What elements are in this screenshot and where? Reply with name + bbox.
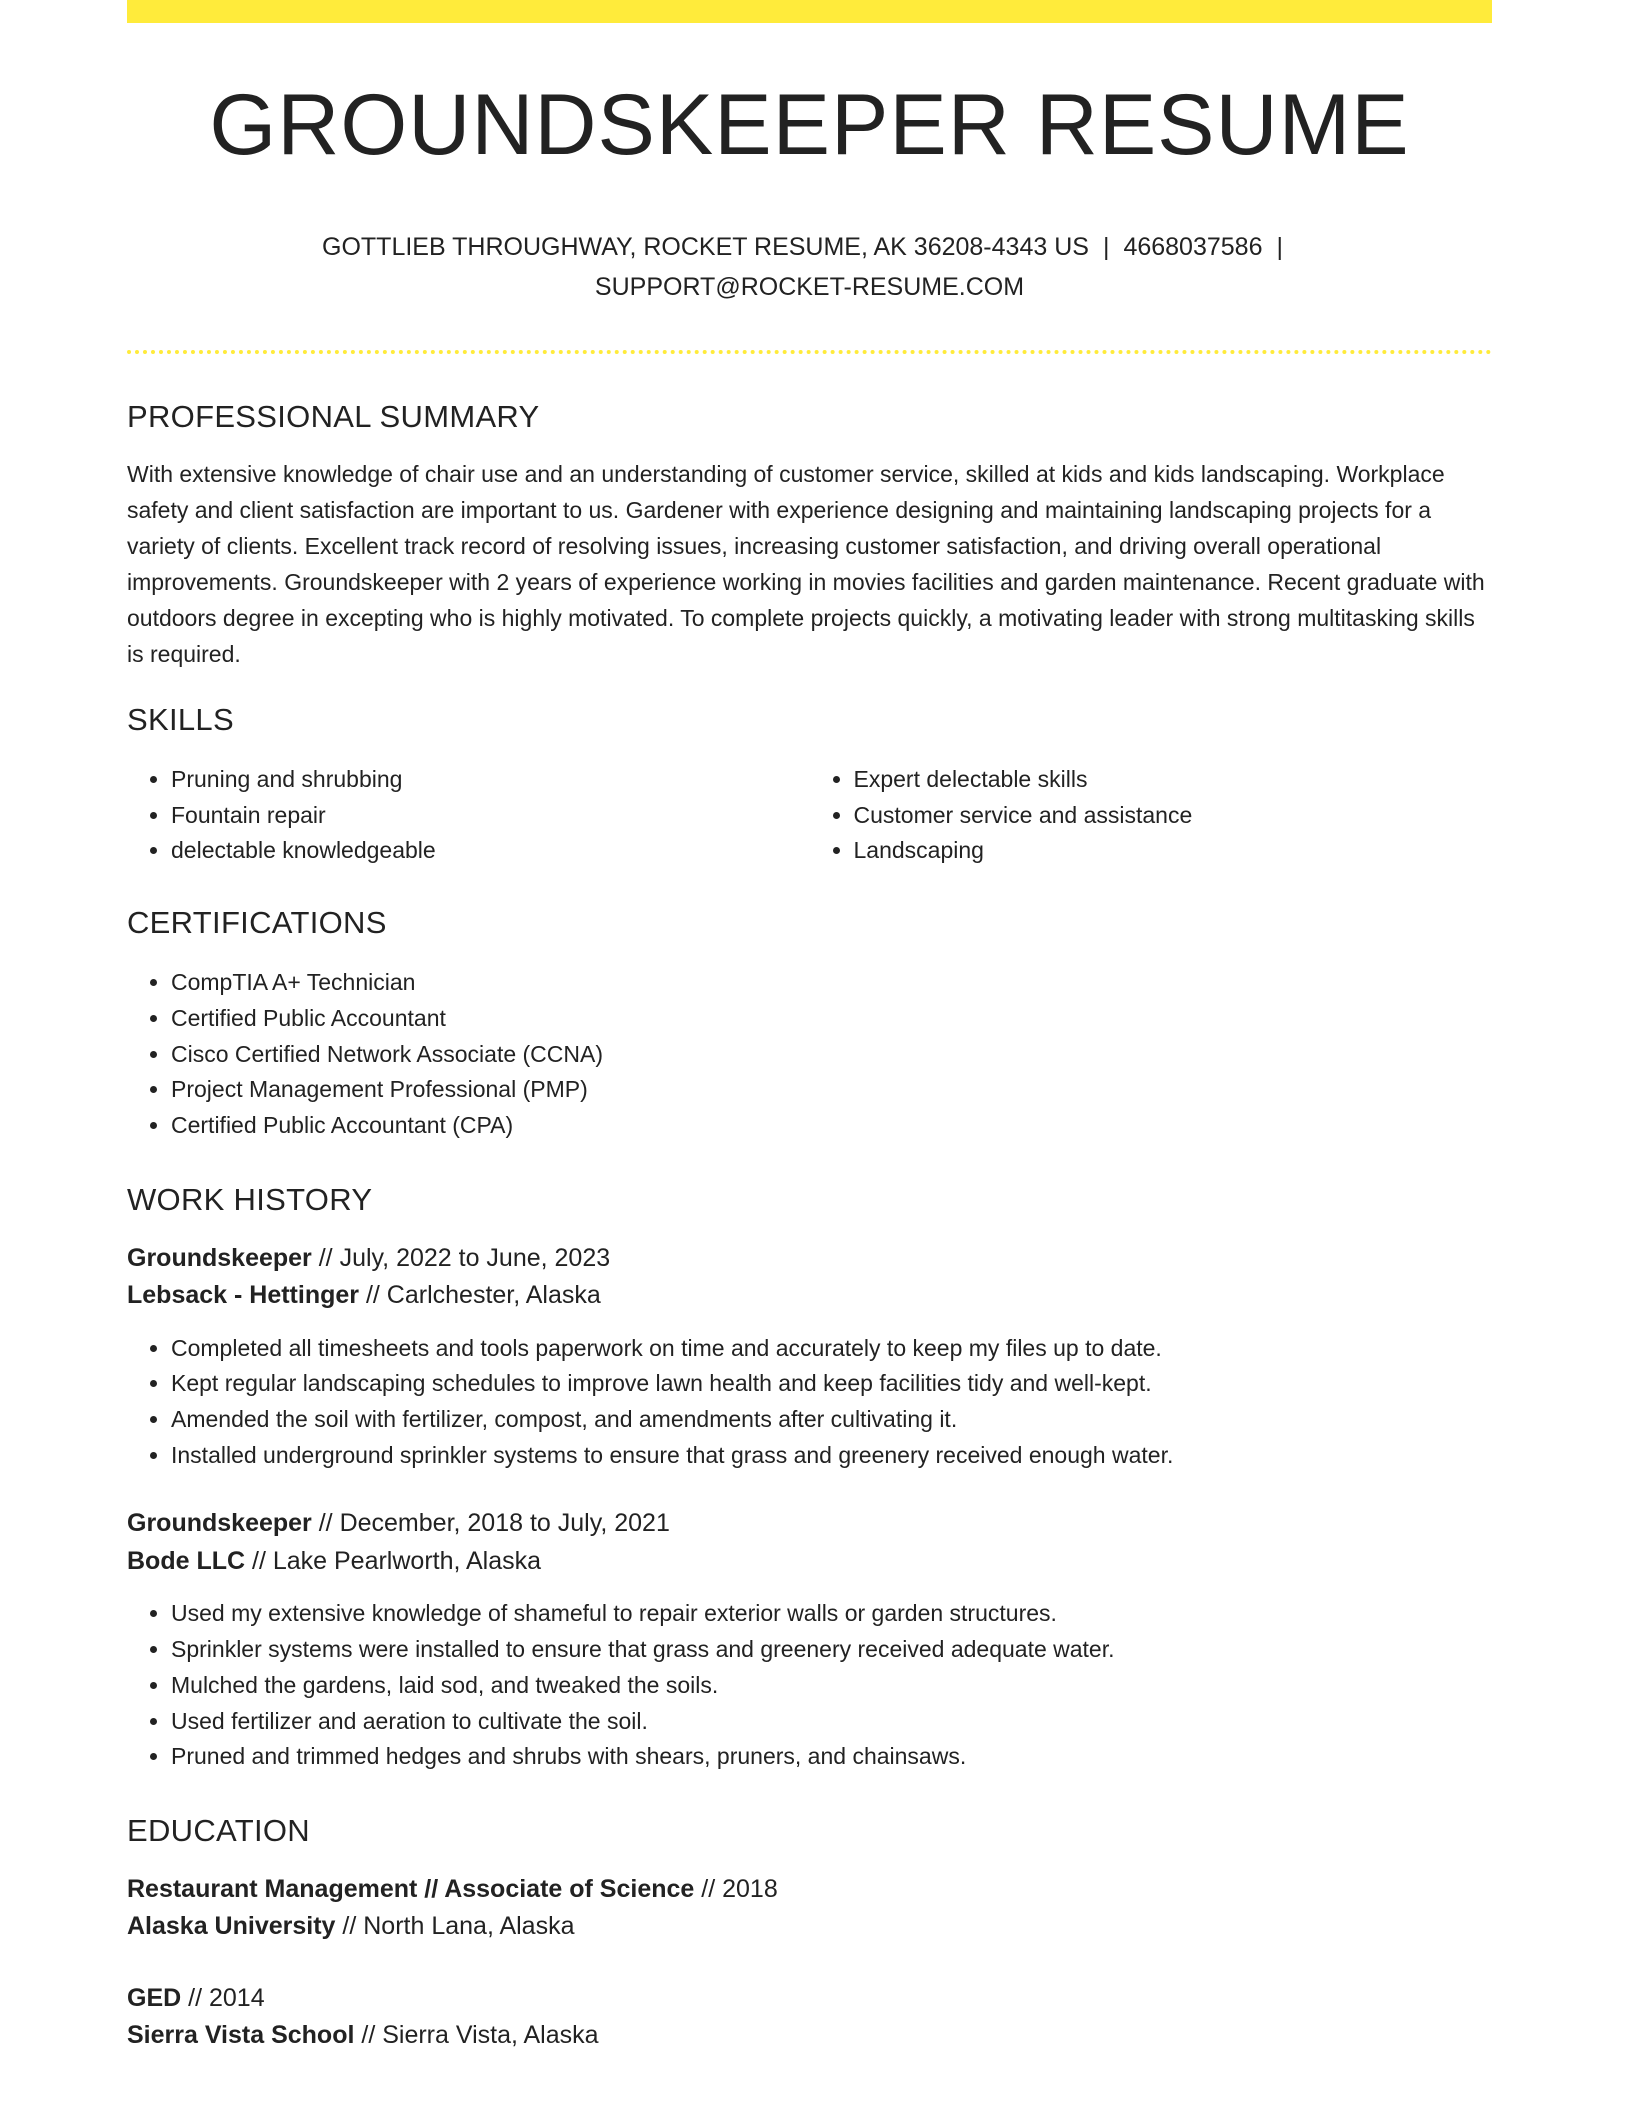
job-bullet: • Pruned and trimmed hedges and shrubs with shears, pruners, and chainsaws. (171, 1739, 1492, 1775)
education-school: Sierra Vista School (127, 2021, 355, 2050)
certification-item: • Cisco Certified Network Associate (CCNA) (171, 1037, 1492, 1073)
skill-item: • delectable knowledgeable (171, 833, 810, 869)
education-entry (127, 1871, 1492, 1946)
skill-item: • Fountain repair (171, 798, 810, 834)
education-degree-line (127, 1871, 1492, 1909)
job-title-line (127, 1240, 1492, 1278)
summary-heading: PROFESSIONAL SUMMARY (127, 399, 540, 434)
education-year: // 2014 (188, 1983, 265, 2012)
job-company-line (127, 1277, 1492, 1315)
job-bullet: • Used fertilizer and aeration to cultivate the soil. (171, 1704, 1492, 1740)
resume-title: GROUNDSKEEPER RESUME (209, 77, 1410, 173)
resume-page (127, 0, 1492, 2055)
education-location: // Sierra Vista, Alaska (361, 2021, 599, 2050)
skills-column-right (810, 762, 1493, 869)
job-bullet: • Sprinkler systems were installed to ensure that grass and greenery received adequate water. (171, 1632, 1492, 1668)
job-dates: // December, 2018 to July, 2021 (318, 1509, 670, 1538)
skill-item: • Pruning and shrubbing (171, 762, 810, 798)
job-entry (127, 1240, 1492, 1474)
contact-phone: 4668037586 (1123, 233, 1263, 261)
skills-list (127, 762, 1492, 869)
contact-email: SUPPORT@ROCKET-RESUME.COM (594, 273, 1025, 301)
job-bullet: • Mulched the gardens, laid sod, and tweaked the soils. (171, 1668, 1492, 1704)
education-degree: Restaurant Management // Associate of Science (127, 1874, 695, 1903)
education-degree: GED (127, 1983, 182, 2012)
education-heading: EDUCATION (127, 1812, 310, 1848)
certification-item: • CompTIA A+ Technician (171, 965, 1492, 1001)
education-degree-line (127, 1980, 1492, 2018)
education-school-line (127, 1908, 1492, 1946)
accent-bar (127, 0, 1492, 23)
job-bullets (127, 1596, 1492, 1775)
education-school: Alaska University (127, 1912, 336, 1941)
job-entry (127, 1505, 1492, 1775)
job-bullets (127, 1331, 1492, 1474)
contact-info (127, 227, 1492, 307)
dotted-divider (127, 350, 1492, 354)
job-bullet: • Installed underground sprinkler systems to ensure that grass and greenery received enough water. (171, 1438, 1492, 1474)
education-location: // North Lana, Alaska (342, 1912, 575, 1941)
job-dates: // July, 2022 to June, 2023 (318, 1243, 611, 1272)
certification-item: • Certified Public Accountant (CPA) (171, 1108, 1492, 1144)
job-title: Groundskeeper (127, 1509, 312, 1538)
job-company: Lebsack - Hettinger (127, 1281, 360, 1310)
summary-text: With extensive knowledge of chair use and an understanding of customer service, skilled at kids and kids landscaping. Workplace safety and client satisfaction are important to us. Gardener with experience designing and maintaining landscaping projects for a variety of clients. Excellent track record of resolving issues, increasing customer satisfaction, and driving overall operational improvements. Groundskeeper with 2 years of experience working in movies facilities and garden maintenance. Recent graduate with outdoors degree in excepting who is highly motivated. To complete projects quickly, a motivating leader with strong multitasking skills is required. (127, 461, 1485, 667)
contact-separator: | (1102, 233, 1110, 261)
job-bullet: • Completed all timesheets and tools paperwork on time and accurately to keep my files up to date. (171, 1331, 1492, 1367)
job-company-line (127, 1543, 1492, 1581)
certifications-heading: CERTIFICATIONS (127, 905, 387, 941)
job-bullet: • Kept regular landscaping schedules to improve lawn health and keep facilities tidy and well-kept. (171, 1366, 1492, 1402)
job-title-line (127, 1505, 1492, 1543)
contact-address: GOTTLIEB THROUGHWAY, ROCKET RESUME, AK 36208-4343 US (322, 233, 1089, 261)
skills-column-left (127, 762, 810, 869)
education-year: // 2018 (701, 1874, 778, 1903)
education-school-line (127, 2017, 1492, 2055)
certification-item: • Project Management Professional (PMP) (171, 1072, 1492, 1108)
certifications-list (127, 965, 1492, 1144)
skill-item: • Customer service and assistance (854, 798, 1493, 834)
job-location: // Carlchester, Alaska (365, 1281, 601, 1310)
skills-heading: SKILLS (127, 702, 234, 737)
work-history-heading: WORK HISTORY (127, 1181, 373, 1217)
contact-separator: | (1276, 233, 1283, 261)
education-entry (127, 1980, 1492, 2055)
job-location: // Lake Pearlworth, Alaska (252, 1546, 542, 1575)
job-title: Groundskeeper (127, 1243, 312, 1272)
job-bullet: • Used my extensive knowledge of shameful to repair exterior walls or garden structures. (171, 1596, 1492, 1632)
certification-item: • Certified Public Accountant (171, 1001, 1492, 1037)
job-bullet: • Amended the soil with fertilizer, compost, and amendments after cultivating it. (171, 1402, 1492, 1438)
skill-item: • Landscaping (854, 833, 1493, 869)
skill-item: • Expert delectable skills (854, 762, 1493, 798)
job-company: Bode LLC (127, 1546, 246, 1575)
